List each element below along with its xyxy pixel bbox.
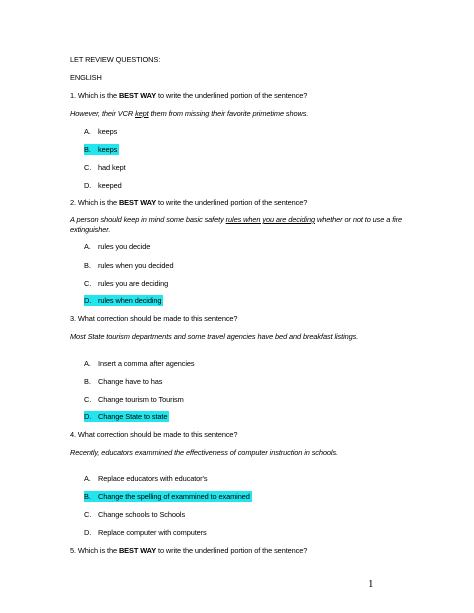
question-3-sentence: Most State tourism departments and some travel agencies have bed and breakfast listings. <box>70 332 359 341</box>
question-4-option-c: C. Change schools to Schools <box>84 510 186 519</box>
question-4-sentence: Recently, educators exammined the effectiveness of computer instruction in schools. <box>70 448 339 457</box>
question-1-prompt: 1. Which is the BEST WAY to write the underlined portion of the sentence? <box>70 91 308 100</box>
question-3-prompt: 3. What correction should be made to this sentence? <box>70 314 238 323</box>
question-4-option-a: A. Replace educators with educator's <box>84 474 208 483</box>
question-2-prompt: 2. Which is the BEST WAY to write the underlined portion of the sentence? <box>70 198 308 207</box>
question-3-option-c: C. Change tourism to Tourism <box>84 395 184 404</box>
question-3-option-a: A. Insert a comma after agencies <box>84 359 195 368</box>
subject-heading: ENGLISH <box>70 73 102 82</box>
question-3-option-d: D. Change State to state <box>84 412 168 421</box>
question-4-prompt: 4. What correction should be made to this sentence? <box>70 430 238 439</box>
question-5-prompt: 5. Which is the BEST WAY to write the underlined portion of the sentence? <box>70 546 308 555</box>
question-2-sentence: A person should keep in mind some basic safety rules when you are deciding whether or not to use a fire extinguisher. <box>70 215 403 234</box>
question-1-option-b: B. keeps <box>84 145 118 154</box>
question-4-option-b: B. Change the spelling of exammined to examined <box>84 492 250 501</box>
question-1-option-c: C. had kept <box>84 163 126 172</box>
document-title: LET REVIEW QUESTIONS: <box>70 55 161 64</box>
question-3-option-b: B. Change have to has <box>84 377 163 386</box>
question-2-option-a: A. rules you decide <box>84 242 151 251</box>
question-1-option-d: D. keeped <box>84 181 122 190</box>
question-2-option-d: D. rules when deciding <box>84 296 162 305</box>
question-1-option-a: A. keeps <box>84 127 118 136</box>
question-2-option-b: B. rules when you decided <box>84 261 174 270</box>
question-4-option-d: D. Replace computer with computers <box>84 528 207 537</box>
page-number: 1 <box>368 578 374 590</box>
question-2-option-c: C. rules you are deciding <box>84 279 169 288</box>
question-1-sentence: However, their VCR kept them from missing their favorite primetime shows. <box>70 109 309 118</box>
